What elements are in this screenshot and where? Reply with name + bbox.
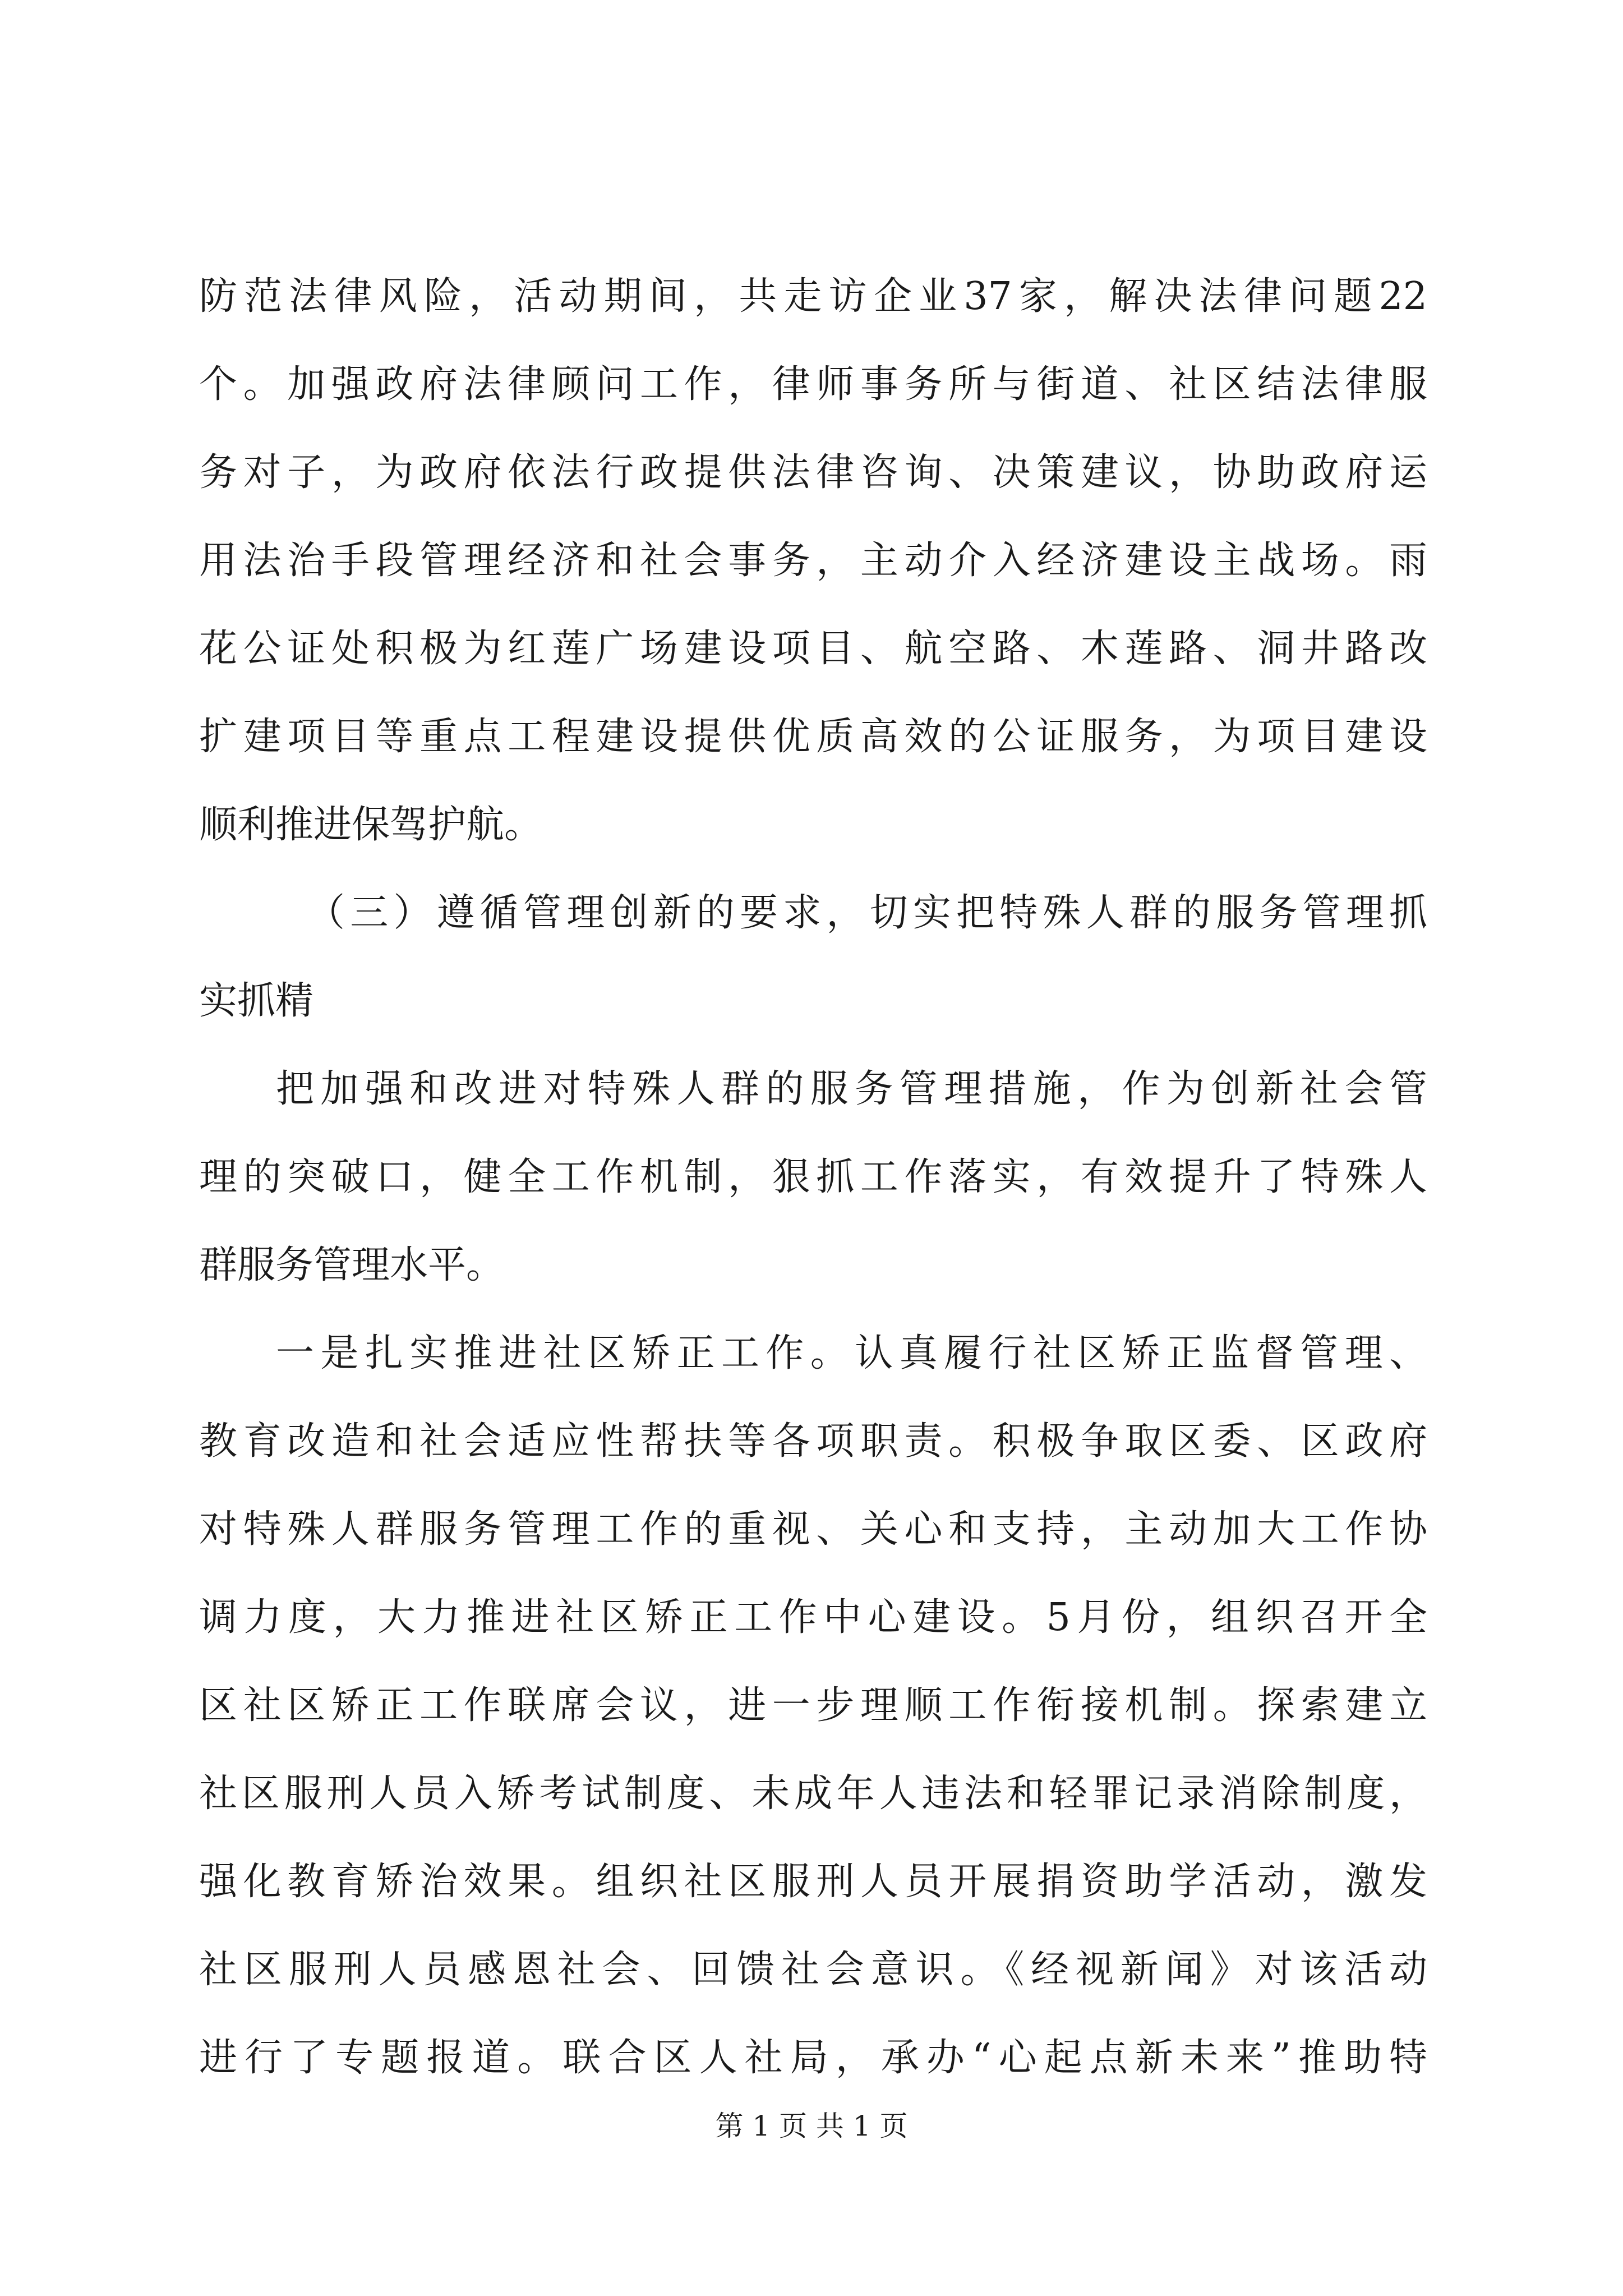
text-line: 防范法律风险，活动期间，共走访企业37家，解决法律问题22 xyxy=(199,274,1427,319)
text-line: 调力度，大力推进社区矫正工作中心建设。5月份，组织召开全 xyxy=(199,1595,1427,1640)
text-line: 务对子，为政府依法行政提供法律咨询、决策建议，协助政府运 xyxy=(199,450,1427,495)
section-heading: （三）遵循管理创新的要求，切实把特殊人群的服务管理抓 xyxy=(307,891,1427,935)
text-line: 社区服刑人员入矫考试制度、未成年人违法和轻罪记录消除制度， xyxy=(199,1772,1427,1816)
text-line: 区社区矫正工作联席会议，进一步理顺工作衔接机制。探索建立 xyxy=(199,1683,1427,1728)
text-line: 扩建项目等重点工程建设提供优质高效的公证服务，为项目建设 xyxy=(199,715,1427,759)
page-number-footer: 第 1 页 共 1 页 xyxy=(715,2110,908,2142)
text-line: 群服务管理水平。 xyxy=(199,1243,505,1287)
paragraph-first-line: 一是扎实推进社区矫正工作。认真履行社区矫正监督管理、 xyxy=(276,1331,1427,1375)
text-line: 用法治手段管理经济和社会事务，主动介入经济建设主战场。雨 xyxy=(199,539,1427,583)
text-line: 理的突破口，健全工作机制，狠抓工作落实，有效提升了特殊人 xyxy=(199,1155,1427,1199)
paragraph-first-line: 把加强和改进对特殊人群的服务管理措施，作为创新社会管 xyxy=(276,1067,1427,1111)
text-line: 社区服刑人员感恩社会、回馈社会意识。《经视新闻》对该活动 xyxy=(199,1948,1427,1992)
text-line: 教育改造和社会适应性帮扶等各项职责。积极争取区委、区政府 xyxy=(199,1419,1427,1464)
text-line: 顺利推进保驾护航。 xyxy=(199,803,543,847)
text-line: 花公证处积极为红莲广场建设项目、航空路、木莲路、洞井路改 xyxy=(199,627,1427,671)
text-line: 个。加强政府法律顾问工作，律师事务所与街道、社区结法律服 xyxy=(199,362,1427,407)
document-body xyxy=(199,252,1427,2102)
text-line: 强化教育矫治效果。组织社区服刑人员开展捐资助学活动，激发 xyxy=(199,1860,1427,1904)
text-line: 对特殊人群服务管理工作的重视、关心和支持，主动加大工作协 xyxy=(199,1507,1427,1552)
section-heading-continued: 实抓精 xyxy=(199,979,314,1023)
text-line: 进行了专题报道。联合区人社局，承办“心起点新未来”推助特 xyxy=(199,2036,1427,2080)
